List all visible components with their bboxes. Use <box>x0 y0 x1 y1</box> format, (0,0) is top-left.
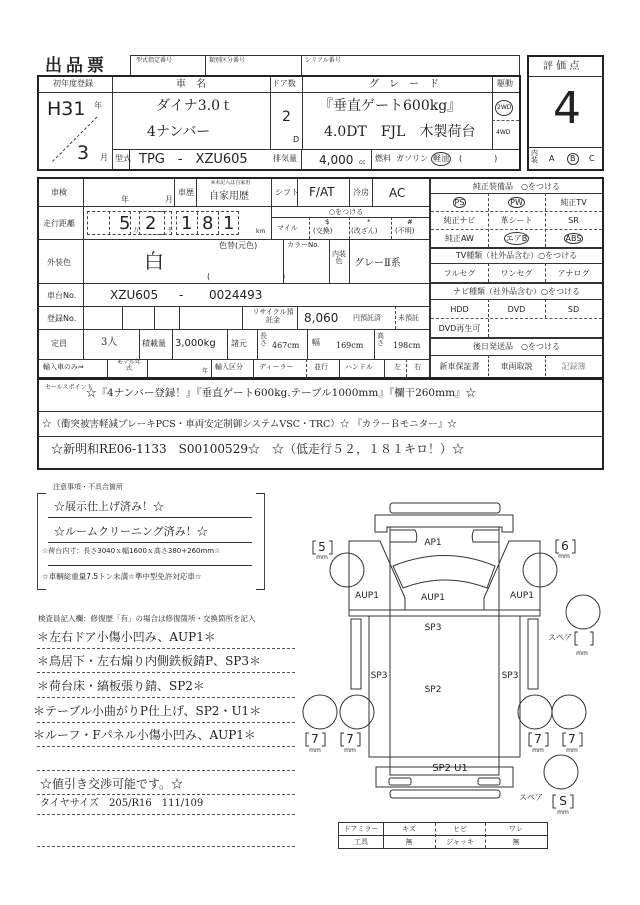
tread-rear: 7 <box>311 732 319 746</box>
fuel-diesel-circled: 軽油 <box>431 152 451 166</box>
chassis-number: 0024493 <box>209 288 263 302</box>
mark-rear: SP2 U1 <box>432 763 468 774</box>
grade-line1: 『垂直ゲート600kg』 <box>319 98 462 114</box>
unknown-mark: # <box>407 218 413 226</box>
mm-unit: mm <box>566 747 578 754</box>
tv-oneseg: ワンセグ <box>500 268 533 278</box>
mm-unit: mm <box>532 747 544 754</box>
spare-label: スペア <box>548 633 572 642</box>
inspector-line: ＊鳥居下・左右煽り内側鉄板錆P、SP3＊ <box>37 654 262 668</box>
tv-fullseg: フルセグ <box>443 268 476 278</box>
cab-back <box>349 610 540 616</box>
tail-light-right <box>478 778 500 785</box>
model-value: TPG - XZU605 <box>139 152 248 167</box>
drive-label: 駆動 <box>497 79 513 88</box>
tools-label: 工具 <box>354 838 368 846</box>
mark-sp3-right: SP3 <box>501 671 519 681</box>
serial-label: シリアル番号 <box>305 57 341 64</box>
mileage-digit: 1 <box>181 213 193 234</box>
load-label: 積載量 <box>142 339 166 348</box>
grade-label: グ レ ー ド <box>369 79 439 90</box>
original-color-field: ( ) <box>207 272 286 281</box>
equip-pw-circled: PW <box>510 198 523 207</box>
height-label: 高さ <box>377 332 384 347</box>
history-value: 自家用歴 <box>209 191 249 202</box>
unit-man: 万 <box>133 227 140 234</box>
mileage-digit: 2 <box>145 213 157 234</box>
mileage-mark-note: ○をつける <box>329 208 364 216</box>
equip-abs-circled: ABS <box>565 234 582 243</box>
handle-left: 左 <box>394 363 401 371</box>
mirror-scratch: キズ <box>402 825 416 833</box>
score-value: 4 <box>553 83 581 134</box>
interior-color-label: 内装色 <box>332 250 346 265</box>
headlight-left <box>390 530 417 542</box>
inspector-line: ＊テーブル小曲がりP仕上げ、SP2・U1＊ <box>33 704 262 718</box>
doors-label: ドア数 <box>272 79 296 88</box>
recolor-label: 色替(元色) <box>219 241 258 250</box>
sheet-title: 出品票 <box>45 56 108 76</box>
score-label: 評 価 点 <box>543 61 580 72</box>
inspection-month-unit: 月 <box>165 195 173 204</box>
category-label: 類別区分番号 <box>209 57 246 64</box>
unit-km: km <box>256 228 266 235</box>
sales-points-label: セールスポイント <box>45 384 93 391</box>
drive-4wd: 4WD <box>496 129 511 136</box>
chassis-separator: - <box>179 288 184 302</box>
rear-right-outer-tire <box>552 695 586 729</box>
mm-unit: mm <box>558 553 570 560</box>
tread-rear: 7 <box>568 732 576 746</box>
mark-sp3-left: SP3 <box>370 671 388 681</box>
car-name-label: 車 名 <box>176 79 206 90</box>
height-value: 198cm <box>393 341 421 350</box>
unknown-option: (不明) <box>395 227 415 235</box>
fuel-other: ( ) <box>459 154 498 163</box>
note-line: ☆車輌総重量7.5トン未満☆準中型免許対応車☆ <box>42 572 202 581</box>
interior-grade-a: A <box>549 154 555 163</box>
equipment-header: 純正装備品 ○をつける <box>473 181 560 191</box>
inspector-label: 検査員記入欄：修復歴「有」の場合は修復箇所・交換箇所を記入 <box>38 614 256 623</box>
notes-label: 注意事項・不具合箇所 <box>53 483 123 491</box>
spare-tire <box>566 595 600 629</box>
doors-unit: D <box>293 135 300 144</box>
import-type-label: 輸入区分 <box>215 363 243 371</box>
ac-value: AC <box>389 186 406 200</box>
fuel-label: 燃料 <box>375 154 391 163</box>
note-line: ☆ルームクリーニング済み！☆ <box>54 525 208 538</box>
spare-label-2: スペア <box>519 793 543 802</box>
sales-line: ☆（衝突被害軽減ブレーキPCS・車両安定制御システムVSC・TRC）☆ 『カラーＢモニター』☆ <box>42 419 457 430</box>
mm-unit: mm <box>344 747 356 754</box>
tail-light-left <box>389 778 411 785</box>
import-label: 輸入車のみ⇒ <box>43 363 84 371</box>
navi-sd: SD <box>567 304 580 314</box>
capacity-value: 3人 <box>101 337 118 348</box>
later-warranty: 新車保証書 <box>439 361 480 371</box>
sales-line: ☆『4ナンバー登録！』『垂直ゲート600kg.テーブル1000mm』『欄干260mm』☆ <box>86 387 477 399</box>
exchanged-mark: $ <box>325 218 330 226</box>
mirror-broken: ワレ <box>509 825 523 833</box>
tampered-option: (改ざん) <box>351 227 378 235</box>
mileage-digit: 1 <box>223 213 235 234</box>
grade-line2: 4.0DT FJL 木製荷台 <box>324 124 476 140</box>
shift-label: シフト <box>275 188 299 197</box>
model-label: 型式 <box>115 154 131 163</box>
recycle-paid: 円預託済 <box>353 314 381 322</box>
inspector-line: ＊左右ドア小傷小凹み、AUP1＊ <box>37 630 216 644</box>
exterior-color-label: 外装色 <box>47 258 71 267</box>
mirror-tools-table <box>338 822 548 849</box>
spare-tire-2 <box>544 755 578 789</box>
sales-line: ☆新明和RE06-1133 S00100529☆ ☆（低走行５２，１８１キロ！）☆ <box>51 442 464 456</box>
registration-label: 登録No. <box>47 314 77 323</box>
import-dealer: ディーラー <box>259 363 294 371</box>
tread-front-right: 6 <box>561 539 569 553</box>
equip-navi: 純正ナビ <box>443 216 476 225</box>
note-line: ☆展示仕上げ済み！☆ <box>54 500 164 513</box>
handle-right: 右 <box>414 363 421 371</box>
rear-left-outer-tire <box>303 695 337 729</box>
unit-sen: 千 <box>167 227 174 234</box>
headlight-right <box>472 530 499 542</box>
windshield <box>393 556 495 589</box>
front-left-tire <box>330 553 364 587</box>
mark-sp3-front: SP3 <box>424 623 442 633</box>
displacement-value: 4,000 <box>319 153 354 167</box>
first-reg-month: 3 <box>77 142 90 164</box>
color-number-label: カラーNo. <box>287 241 320 249</box>
interior-grade-c: C <box>589 154 595 163</box>
tv-header: TV種類（社外品含む）○をつける <box>455 251 578 260</box>
length-value: 467cm <box>272 341 300 350</box>
import-parallel: 並行 <box>314 363 328 371</box>
front-bumper-bar <box>390 503 500 513</box>
mm-unit: mm <box>309 747 321 754</box>
first-reg-label: 初年度登録 <box>53 79 93 88</box>
later-records: 記録簿 <box>561 361 586 371</box>
mile-option: マイル <box>277 224 298 232</box>
spec-label: 諸元 <box>231 339 247 348</box>
width-label: 幅 <box>312 338 320 347</box>
inspector-line: タイヤサイズ 205/R16 111/109 <box>40 798 204 809</box>
history-label: 車歴 <box>178 188 194 197</box>
handle-label: ハンドル <box>345 363 373 371</box>
spare-tread: S <box>559 794 567 808</box>
model-year-unit: 年 <box>202 368 209 375</box>
month-unit: 月 <box>100 153 108 162</box>
mark-sp2: SP2 <box>424 685 442 695</box>
tampered-mark: * <box>367 218 371 226</box>
exterior-color-value: 白 <box>144 249 164 273</box>
recycle-label: リサイクル預託金 <box>252 308 294 324</box>
mm-unit: mm <box>557 809 569 816</box>
car-name-line2: 4ナンバー <box>147 124 211 140</box>
length-label: 長さ <box>260 332 267 347</box>
interior-color-value: グレーⅡ系 <box>354 258 401 269</box>
capacity-label: 定員 <box>51 339 67 348</box>
rear-bar <box>390 790 500 798</box>
interior-grade-b-circled: B <box>567 153 579 165</box>
mileage-label: 走行距離 <box>43 219 75 228</box>
displacement-unit: cc <box>359 159 366 166</box>
mm-unit: mm <box>576 650 588 657</box>
right-side-bar <box>528 619 538 689</box>
jack-value: 無 <box>512 838 520 846</box>
equip-sr: SR <box>568 216 579 225</box>
doors-value: 2 <box>282 109 291 125</box>
mm-unit: mm <box>316 554 328 561</box>
car-name-line1: ダイナ3.0ｔ <box>156 98 234 114</box>
ac-label: 冷房 <box>353 188 369 197</box>
tread-front-left: 5 <box>318 540 326 554</box>
tread-rear: 7 <box>534 732 542 746</box>
equip-ps-circled: PS <box>454 198 465 207</box>
load-value: 3,000kg <box>175 338 216 349</box>
inspector-line: ＊荷台床・縞板張り錆、SP2＊ <box>37 679 205 693</box>
first-reg-era: H31 <box>47 98 86 120</box>
equip-aw: 純正AW <box>445 234 474 243</box>
exchanged-option: (交換) <box>313 227 333 235</box>
left-side-bar <box>351 619 361 689</box>
equip-tv: 純正TV <box>560 198 587 207</box>
chassis-label: 車台No. <box>47 291 77 300</box>
cargo-bed <box>369 616 520 757</box>
recycle-unpaid: 未預託 <box>398 314 419 322</box>
navi-hdd: HDD <box>450 304 469 314</box>
type-designation-label: 型式指定番号 <box>136 57 173 64</box>
navi-dvd-playback: DVD再生可 <box>438 323 481 333</box>
jack-label: ジャッキ <box>446 838 474 846</box>
model-year-label: モデル年式 <box>117 359 141 372</box>
mark-ap1: AP1 <box>424 538 442 548</box>
cab-and-bed <box>390 527 499 775</box>
tread-rear: 7 <box>346 732 354 746</box>
recycle-value: 8,060 <box>304 311 339 325</box>
note-line: ☆荷台内寸：長さ3040ｘ幅1600ｘ高さ380+260mm☆ <box>42 547 221 555</box>
navi-dvd: DVD <box>507 304 526 314</box>
mileage-digit: 5 <box>119 213 131 234</box>
mark-aup1-left: AUP1 <box>355 591 379 601</box>
equip-leather: 革シート <box>500 216 533 225</box>
width-value: 169cm <box>336 341 364 350</box>
later-manual: 車両取説 <box>500 361 533 371</box>
mark-aup1-roof: AUP1 <box>421 593 445 603</box>
inspection-label: 車検 <box>51 188 67 197</box>
mirror-crack: ヒビ <box>453 825 467 833</box>
interior-grade-label: 内装 <box>531 149 538 164</box>
door-mirror-label: ドアミラー <box>343 825 379 833</box>
inspector-line: ☆値引き交渉可能です。☆ <box>40 777 184 791</box>
displacement-label: 排気量 <box>273 154 297 163</box>
year-unit: 年 <box>94 101 102 110</box>
shift-value: F/AT <box>309 185 335 199</box>
navi-header: ナビ種類（社外品含む）○をつける <box>453 286 580 296</box>
tools-value: 無 <box>405 838 413 846</box>
inspector-line: ＊ルーフ・Fパネル小傷小凹み、AUP1＊ <box>33 728 256 742</box>
rear-right-inner-tire <box>518 695 552 729</box>
equip-airbag-circled: エアB <box>505 234 528 243</box>
later-header: 後日発送品 ○をつける <box>473 342 560 351</box>
fuel-gasoline: ガソリン <box>396 154 428 163</box>
chassis-model: XZU605 <box>110 288 159 302</box>
inspection-year-unit: 年 <box>121 195 129 204</box>
history-note: ※未記入は自家用 <box>211 180 251 186</box>
mark-aup1-right: AUP1 <box>510 591 534 601</box>
drive-2wd-circled: 2WD <box>495 100 513 116</box>
tv-analog: アナログ <box>557 268 590 278</box>
mileage-digit: 8 <box>202 213 214 234</box>
front-bumper <box>375 515 513 532</box>
